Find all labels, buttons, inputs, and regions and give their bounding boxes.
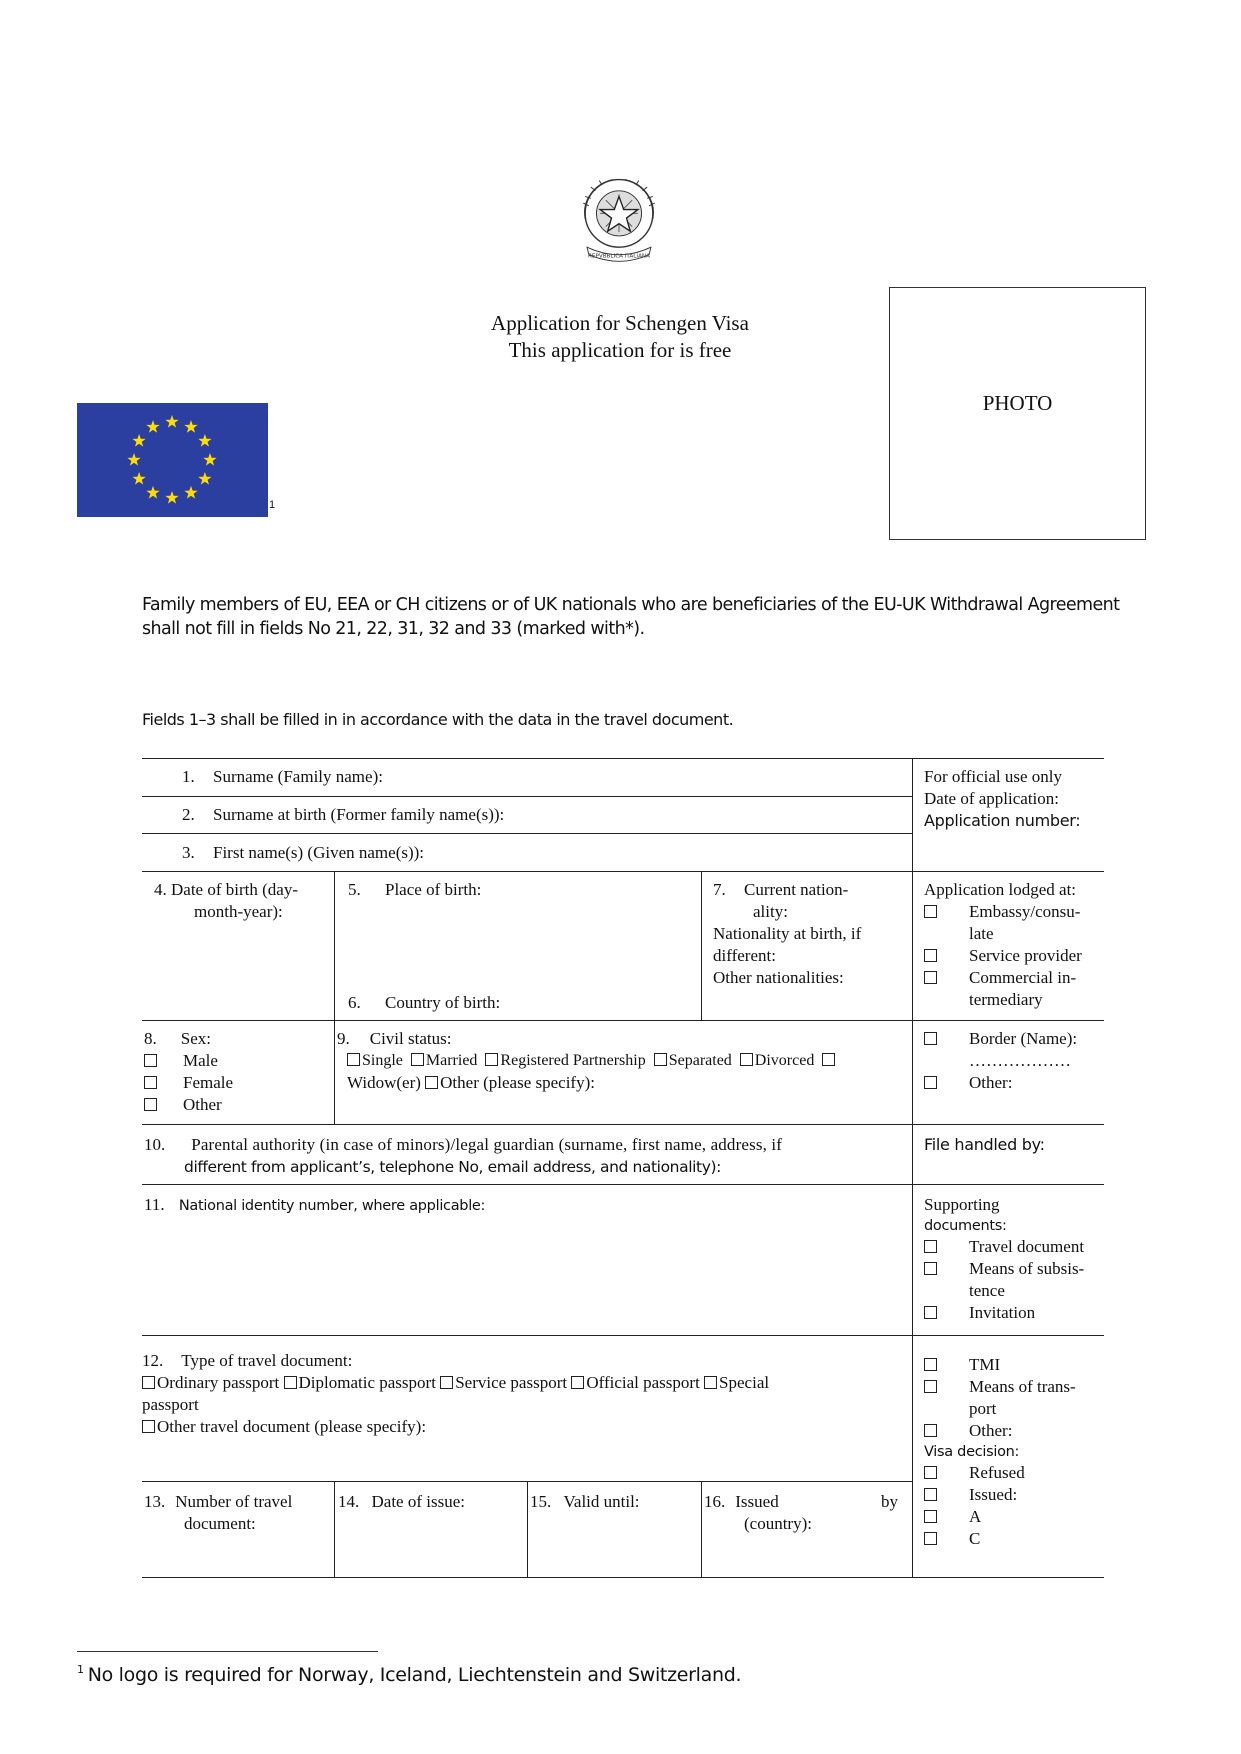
border-dots: ……………… <box>969 1051 1071 1070</box>
application-lodged-label: Application lodged at: <box>924 880 1077 899</box>
field-label: Parental authority (in case of minors)/legal guardian (surname, first name, address, if <box>191 1135 783 1154</box>
option-label: Issued: <box>969 1485 1018 1504</box>
checkbox[interactable] <box>571 1376 584 1389</box>
civil-status-separated[interactable] <box>654 1052 732 1069</box>
field-4-date-of-birth[interactable] <box>154 879 332 923</box>
supporting-documents-section <box>924 1194 1102 1324</box>
field-label-cont: ality: <box>753 902 788 921</box>
date-of-application-label: Date of application: <box>924 789 1060 808</box>
option-label: Separated <box>668 1052 732 1069</box>
field-8-sex <box>144 1028 332 1116</box>
lodged-commercial-intermediary[interactable] <box>924 967 1102 1011</box>
flag-footnote-ref: 1 <box>269 499 276 511</box>
field-label-cont: different from applicant’s, telephone No, email address, and nationality): <box>184 1158 721 1176</box>
field-label: Type of travel document: <box>181 1351 353 1370</box>
option-label: Ordinary passport <box>157 1373 280 1392</box>
field-label: Civil status: <box>369 1029 452 1048</box>
field-number: 10. <box>144 1135 166 1154</box>
field-number: 6. <box>348 993 361 1012</box>
checkbox[interactable] <box>924 1424 937 1437</box>
option-label: Official passport <box>586 1373 700 1392</box>
footnote-rule <box>77 1651 378 1652</box>
checkbox[interactable] <box>924 949 937 962</box>
field-label: National identity number, where applicable: <box>178 1198 486 1214</box>
field-label: Country of birth: <box>385 993 501 1012</box>
nationality-at-birth-label: Nationality at birth, if <box>713 924 862 943</box>
checkbox[interactable] <box>924 1466 937 1479</box>
lodged-embassy[interactable] <box>924 901 1102 945</box>
doc-type-official-passport[interactable] <box>571 1373 699 1392</box>
field-number: 15. <box>530 1492 552 1511</box>
checkbox[interactable] <box>822 1053 835 1066</box>
option-label: Male <box>183 1051 218 1070</box>
checkbox[interactable] <box>740 1053 753 1066</box>
doc-type-ordinary-passport[interactable] <box>142 1373 279 1392</box>
field-label: Date of birth (day- <box>171 880 298 899</box>
checkbox[interactable] <box>924 971 937 984</box>
field-2-surname-at-birth[interactable] <box>182 804 504 826</box>
lodged-other[interactable] <box>924 1072 1102 1094</box>
official-use-heading: For official use only <box>924 767 1063 786</box>
field-number: 1. <box>182 767 195 786</box>
doc-type-service-passport[interactable] <box>440 1373 567 1392</box>
field-12-travel-document-type <box>142 1350 908 1438</box>
field-13-travel-document-number[interactable] <box>144 1491 332 1535</box>
option-label: Means of trans- port <box>969 1377 1076 1418</box>
form-title: Application for Schengen Visa <box>491 311 749 335</box>
application-form <box>142 758 1104 1578</box>
lodged-service-provider[interactable] <box>924 945 1102 967</box>
field-number: 7. <box>713 880 726 899</box>
decision-issued[interactable] <box>924 1484 1102 1506</box>
checkbox[interactable] <box>924 1032 937 1045</box>
option-label: Service provider <box>969 946 1082 965</box>
field-label: Current nation- <box>744 880 849 899</box>
photo-box <box>889 287 1146 540</box>
option-label: Other travel document (please specify): <box>157 1417 427 1436</box>
sex-option-other[interactable] <box>144 1094 332 1116</box>
option-label: Special <box>719 1373 770 1392</box>
field-label: Issued <box>735 1492 779 1511</box>
other-nationalities-label: Other nationalities: <box>713 968 844 987</box>
visa-decision-label: Visa decision: <box>924 1444 1020 1460</box>
nationality-at-birth-label-cont: different: <box>713 946 776 965</box>
decision-c[interactable] <box>924 1528 1102 1550</box>
field-9-civil-status <box>337 1028 909 1094</box>
option-label: C <box>969 1529 981 1548</box>
option-label: Invitation <box>969 1303 1036 1322</box>
checkbox[interactable] <box>924 1262 937 1275</box>
more-supporting-section <box>924 1354 1102 1550</box>
field-number: 11. <box>144 1195 165 1214</box>
checkbox[interactable] <box>425 1076 438 1089</box>
checkbox[interactable] <box>924 1076 937 1089</box>
sex-option-female[interactable] <box>144 1072 332 1094</box>
option-label: Other: <box>969 1421 1013 1440</box>
field-11-national-id[interactable] <box>144 1194 485 1217</box>
fields-note: Fields 1–3 shall be filled in in accordance with the data in the travel document. <box>142 710 734 729</box>
decision-refused[interactable] <box>924 1462 1102 1484</box>
civil-status-widower-label: Widow(er) <box>347 1073 421 1092</box>
checkbox[interactable] <box>924 1380 937 1393</box>
application-lodged-section <box>924 879 1102 1011</box>
field-label-cont: month-year): <box>194 902 283 921</box>
checkbox[interactable] <box>485 1053 498 1066</box>
checkbox[interactable] <box>144 1098 157 1111</box>
field-15-valid-until[interactable] <box>530 1491 640 1513</box>
checkbox[interactable] <box>924 1532 937 1545</box>
supporting-travel-document[interactable] <box>924 1236 1102 1258</box>
checkbox[interactable] <box>144 1054 157 1067</box>
field-number: 5. <box>348 880 361 899</box>
checkbox[interactable] <box>142 1420 155 1433</box>
checkbox[interactable] <box>924 1488 937 1501</box>
svg-text:REPVBBLICA ITALIANA: REPVBBLICA ITALIANA <box>588 253 650 260</box>
official-use-header <box>924 766 1102 832</box>
field-label: Surname (Family name): <box>213 767 383 786</box>
option-label: Means of subsis- tence <box>969 1259 1085 1300</box>
checkbox[interactable] <box>704 1376 717 1389</box>
field-label: Date of issue: <box>371 1492 465 1511</box>
field-16-issued-by[interactable] <box>704 1491 908 1535</box>
option-label: Refused <box>969 1463 1025 1482</box>
option-label: A <box>969 1507 982 1526</box>
option-label: Other: <box>969 1073 1013 1092</box>
option-label: Female <box>183 1073 234 1092</box>
field-label-cont: document: <box>184 1514 256 1533</box>
civil-status-registered-partnership[interactable] <box>485 1052 645 1069</box>
title-block <box>420 310 820 364</box>
field-7-nationality[interactable] <box>713 879 905 989</box>
field-number: 16. <box>704 1492 726 1511</box>
field-label-by: by <box>881 1492 898 1511</box>
decision-a[interactable] <box>924 1506 1102 1528</box>
checkbox[interactable] <box>411 1053 424 1066</box>
civil-status-single[interactable] <box>347 1052 403 1069</box>
field-number: 9. <box>337 1029 350 1048</box>
intro-note: Family members of EU, EEA or CH citizens or of UK nationals who are beneficiaries of the EU-UK Withdrawal Agreement shall not fill in fields No 21, 22, 31, 32 and 33 (marked with*). <box>142 595 1120 639</box>
field-label: Number of travel <box>175 1492 293 1511</box>
checkbox[interactable] <box>924 1358 937 1371</box>
option-label: Travel document <box>969 1237 1085 1256</box>
field-number: 4. <box>154 880 167 899</box>
field-label: First name(s) (Given name(s)): <box>213 843 425 862</box>
form-subtitle: This application for is free <box>508 338 732 362</box>
checkbox[interactable] <box>142 1376 155 1389</box>
option-label: Service passport <box>455 1373 568 1392</box>
option-label: Single <box>362 1052 403 1069</box>
option-label: Embassy/consu- late <box>969 902 1081 943</box>
checkbox[interactable] <box>347 1053 360 1066</box>
field-5-place-of-birth[interactable] <box>348 879 481 901</box>
application-number-label: Application number: <box>924 811 1081 830</box>
option-label: Commercial in- termediary <box>969 968 1077 1009</box>
field-label: Sex: <box>180 1029 211 1048</box>
field-3-first-names[interactable] <box>182 842 424 864</box>
doc-type-other[interactable] <box>142 1416 908 1438</box>
footnote-text: No logo is required for Norway, Iceland, Liechtenstein and Switzerland. <box>87 1664 742 1686</box>
checkbox[interactable] <box>284 1376 297 1389</box>
supporting-documents-label-cont: documents: <box>924 1218 1007 1234</box>
civil-status-other[interactable] <box>425 1073 595 1092</box>
option-label: Other (please specify): <box>440 1073 595 1092</box>
option-label: TMI <box>969 1355 1001 1374</box>
footnote <box>77 1663 741 1686</box>
checkbox[interactable] <box>440 1376 453 1389</box>
checkbox[interactable] <box>654 1053 667 1066</box>
checkbox[interactable] <box>924 1306 937 1319</box>
field-6-country-of-birth[interactable] <box>348 992 500 1014</box>
field-label: Surname at birth (Former family name(s)): <box>213 805 505 824</box>
file-handled-by-label: File handled by: <box>924 1135 1045 1154</box>
field-number: 8. <box>144 1029 157 1048</box>
supporting-means-of-transport[interactable] <box>924 1376 1102 1420</box>
supporting-tmi[interactable] <box>924 1354 1102 1376</box>
sex-option-male[interactable] <box>144 1050 332 1072</box>
supporting-invitation[interactable] <box>924 1302 1102 1324</box>
option-label: Diplomatic passport <box>298 1373 436 1392</box>
civil-status-divorced[interactable] <box>740 1052 815 1069</box>
civil-status-widower-checkbox[interactable] <box>822 1052 837 1069</box>
option-label: Married <box>425 1052 478 1069</box>
field-label-cont: (country): <box>744 1514 812 1533</box>
option-label: Divorced <box>754 1052 815 1069</box>
footnote-ref: 1 <box>77 1663 84 1676</box>
option-label: Other <box>183 1095 222 1114</box>
italian-republic-emblem <box>572 172 666 266</box>
doc-type-special-passport[interactable] <box>704 1373 769 1392</box>
doc-type-diplomatic-passport[interactable] <box>284 1373 436 1392</box>
checkbox[interactable] <box>924 1510 937 1523</box>
field-label: Valid until: <box>563 1492 640 1511</box>
supporting-other[interactable] <box>924 1420 1102 1442</box>
option-label: Registered Partnership <box>500 1052 646 1069</box>
doc-type-special-passport-cont: passport <box>142 1395 199 1414</box>
field-10-parental-authority[interactable] <box>144 1134 904 1178</box>
field-number: 3. <box>182 843 195 862</box>
field-14-date-of-issue[interactable] <box>338 1491 465 1513</box>
supporting-documents-label: Supporting <box>924 1195 1000 1214</box>
border-section <box>924 1028 1102 1094</box>
photo-label: PHOTO <box>982 391 1053 415</box>
option-label: Border (Name): ……………… <box>969 1029 1078 1070</box>
supporting-means-of-subsistence[interactable] <box>924 1258 1102 1302</box>
checkbox[interactable] <box>144 1076 157 1089</box>
field-number: 14. <box>338 1492 360 1511</box>
eu-flag <box>77 403 268 517</box>
checkbox[interactable] <box>924 905 937 918</box>
civil-status-married[interactable] <box>411 1052 478 1069</box>
lodged-border[interactable] <box>924 1028 1102 1072</box>
checkbox[interactable] <box>924 1240 937 1253</box>
field-number: 12. <box>142 1351 164 1370</box>
field-label: Place of birth: <box>385 880 482 899</box>
field-number: 2. <box>182 805 195 824</box>
field-number: 13. <box>144 1492 166 1511</box>
field-1-surname[interactable] <box>182 766 383 788</box>
